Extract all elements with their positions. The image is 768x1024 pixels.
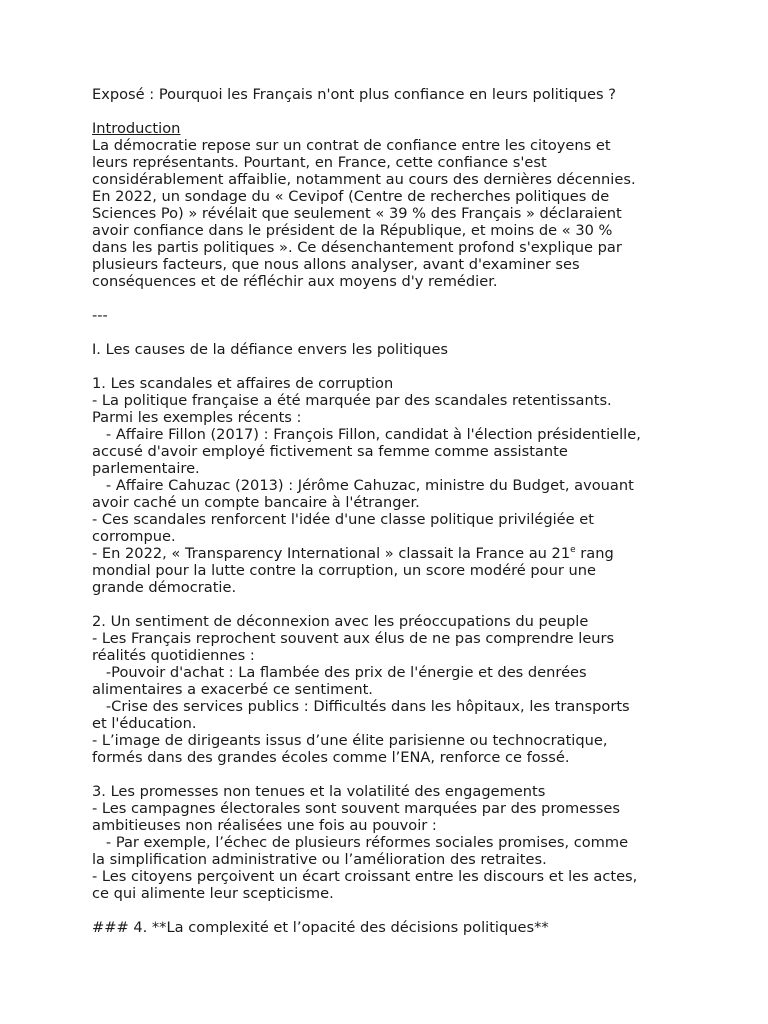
blank-line — [92, 324, 728, 341]
section3-line: - Les campagnes électorales sont souvent marquées par des promesses — [92, 800, 620, 817]
blank-line — [92, 902, 728, 919]
section1-line: - Affaire Fillon (2017) : François Fillon, candidat à l'élection présidentielle, — [92, 426, 641, 443]
section1-line: mondial pour la lutte contre la corruption, un score modéré pour une — [92, 562, 596, 579]
section3-heading: 3. Les promesses non tenues et la volatilité des engagements — [92, 783, 546, 800]
transparency-text: - En 2022, « Transparency International » classait la France au 21 — [92, 545, 571, 562]
intro-line: plusieurs facteurs, que nous allons analyser, avant d'examiner ses — [92, 256, 580, 273]
section3-line: ambitieuses non réalisées une fois au pouvoir : — [92, 817, 437, 834]
blank-line — [92, 766, 728, 783]
separator: --- — [92, 307, 108, 324]
intro-line: avoir confiance dans le président de la République, et moins de « 30 % — [92, 222, 613, 239]
section1-heading: 1. Les scandales et affaires de corruption — [92, 375, 394, 392]
section1-line: accusé d'avoir employé fictivement sa femme comme assistante — [92, 443, 568, 460]
section1-line: corrompue. — [92, 528, 176, 545]
blank-line — [92, 103, 728, 120]
part1-heading: I. Les causes de la défiance envers les politiques — [92, 341, 449, 358]
section1-line: Parmi les exemples récents : — [92, 409, 302, 426]
section1-line: - Ces scandales renforcent l'idée d'une classe politique privilégiée et — [92, 511, 594, 528]
section2-line: -Crise des services publics : Difficultés dans les hôpitaux, les transports — [92, 698, 630, 715]
intro-line: La démocratie repose sur un contrat de confiance entre les citoyens et — [92, 137, 611, 154]
section1-line: - Affaire Cahuzac (2013) : Jérôme Cahuzac, ministre du Budget, avouant — [92, 477, 634, 494]
intro-line: En 2022, un sondage du « Cevipof (Centre de recherches politiques de — [92, 188, 610, 205]
blank-line — [92, 596, 728, 613]
section4-heading: ### 4. **La complexité et l’opacité des décisions politiques** — [92, 919, 549, 936]
section2-line: - Les Français reprochent souvent aux élus de ne pas comprendre leurs — [92, 630, 615, 647]
blank-line — [92, 358, 728, 375]
section2-line: - L’image de dirigeants issus d’une élite parisienne ou technocratique, — [92, 732, 608, 749]
section3-line: ce qui alimente leur scepticisme. — [92, 885, 334, 902]
section1-line: - La politique française a été marquée par des scandales retentissants. — [92, 392, 612, 409]
transparency-line — [92, 545, 728, 562]
document-title: Exposé : Pourquoi les Français n'ont plus confiance en leurs politiques ? — [92, 86, 617, 103]
intro-line: Sciences Po) » révélait que seulement « 39 % des Français » déclaraient — [92, 205, 622, 222]
section1-line: avoir caché un compte bancaire à l'étranger. — [92, 494, 420, 511]
blank-line — [92, 290, 728, 307]
section2-line: et l'éducation. — [92, 715, 197, 732]
section3-line: - Par exemple, l’échec de plusieurs réformes sociales promises, comme — [92, 834, 629, 851]
section3-line: - Les citoyens perçoivent un écart croissant entre les discours et les actes, — [92, 868, 638, 885]
section2-line: alimentaires a exacerbé ce sentiment. — [92, 681, 373, 698]
ordinal-superscript: e — [570, 545, 576, 555]
section3-line: la simplification administrative ou l’amélioration des retraites. — [92, 851, 547, 868]
section2-line: formés dans des grandes écoles comme l’ENA, renforce ce fossé. — [92, 749, 570, 766]
transparency-text-end: rang — [575, 545, 614, 562]
intro-line: dans les partis politiques ». Ce désenchantement profond s'explique par — [92, 239, 622, 256]
section2-heading: 2. Un sentiment de déconnexion avec les préoccupations du peuple — [92, 613, 589, 630]
intro-line: considérablement affaiblie, notamment au cours des dernières décennies. — [92, 171, 636, 188]
section2-line: -Pouvoir d'achat : La flambée des prix de l'énergie et des denrées — [92, 664, 587, 681]
section1-line: parlementaire. — [92, 460, 200, 477]
section2-line: réalités quotidiennes : — [92, 647, 255, 664]
intro-line: leurs représentants. Pourtant, en France, cette confiance s'est — [92, 154, 547, 171]
intro-heading: Introduction — [92, 120, 181, 137]
section1-line: grande démocratie. — [92, 579, 237, 596]
intro-line: conséquences et de réfléchir aux moyens d'y remédier. — [92, 273, 498, 290]
